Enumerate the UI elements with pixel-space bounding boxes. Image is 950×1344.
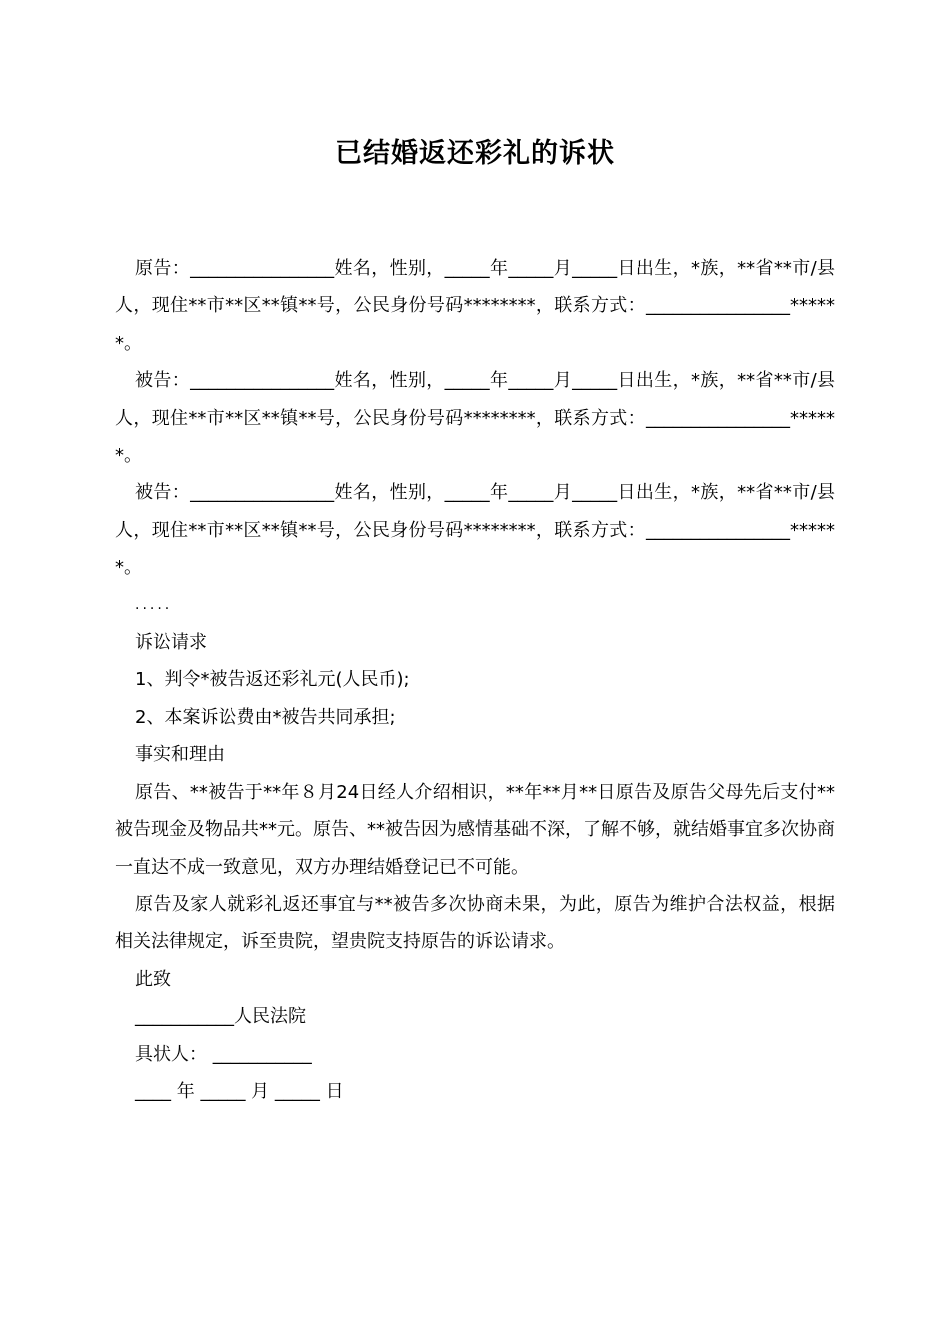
date-line: ____ 年 _____ 月 _____ 日 bbox=[135, 1080, 344, 1102]
claim-item-2: 2、本案诉讼费由*被告共同承担; bbox=[135, 706, 396, 728]
signer-line: 具状人： ___________ bbox=[135, 1043, 312, 1065]
facts-paragraph-2: 原告及家人就彩礼返还事宜与**被告多次协商未果，为此，原告为维护合法权益，根据相关法律规定，诉至贵院，望贵院支持原告的诉讼请求。 bbox=[115, 893, 835, 953]
defendant-info-2: 被告：________________姓名，性别，_____年_____月_____日出生，*族，**省**市/县人，现住**市**区**镇**号，公民身份号码********，联系方式：________________******。 bbox=[115, 482, 835, 579]
defendant-info-1: 被告：________________姓名，性别，_____年_____月_____日出生，*族，**省**市/县人，现住**市**区**镇**号，公民身份号码********，联系方式：________________******。 bbox=[115, 370, 835, 467]
claims-heading: 诉讼请求 bbox=[135, 632, 207, 654]
ellipsis: ..... bbox=[135, 596, 173, 613]
closing: 此致 bbox=[135, 968, 171, 990]
claim-item-1: 1、判令*被告返还彩礼元(人民币); bbox=[135, 669, 410, 691]
document-title: 已结婚返还彩礼的诉状 bbox=[335, 138, 615, 169]
plaintiff-info: 原告：________________姓名，性别，_____年_____月_____日出生，*族，**省**市/县人，现住**市**区**镇**号，公民身份号码********，联系方式：________________******。 bbox=[115, 258, 835, 354]
facts-heading: 事实和理由 bbox=[135, 744, 225, 766]
court-line: ___________人民法院 bbox=[135, 1006, 306, 1028]
facts-paragraph-1: 原告、**被告于**年８月24日经人介绍相识，**年**月**日原告及原告父母先后支付**被告现金及物品共**元。原告、**被告因为感情基础不深，了解不够，就结婚事宜多次协商一直达不成一致意见，双方办理结婚登记已不可能。 bbox=[115, 781, 835, 878]
